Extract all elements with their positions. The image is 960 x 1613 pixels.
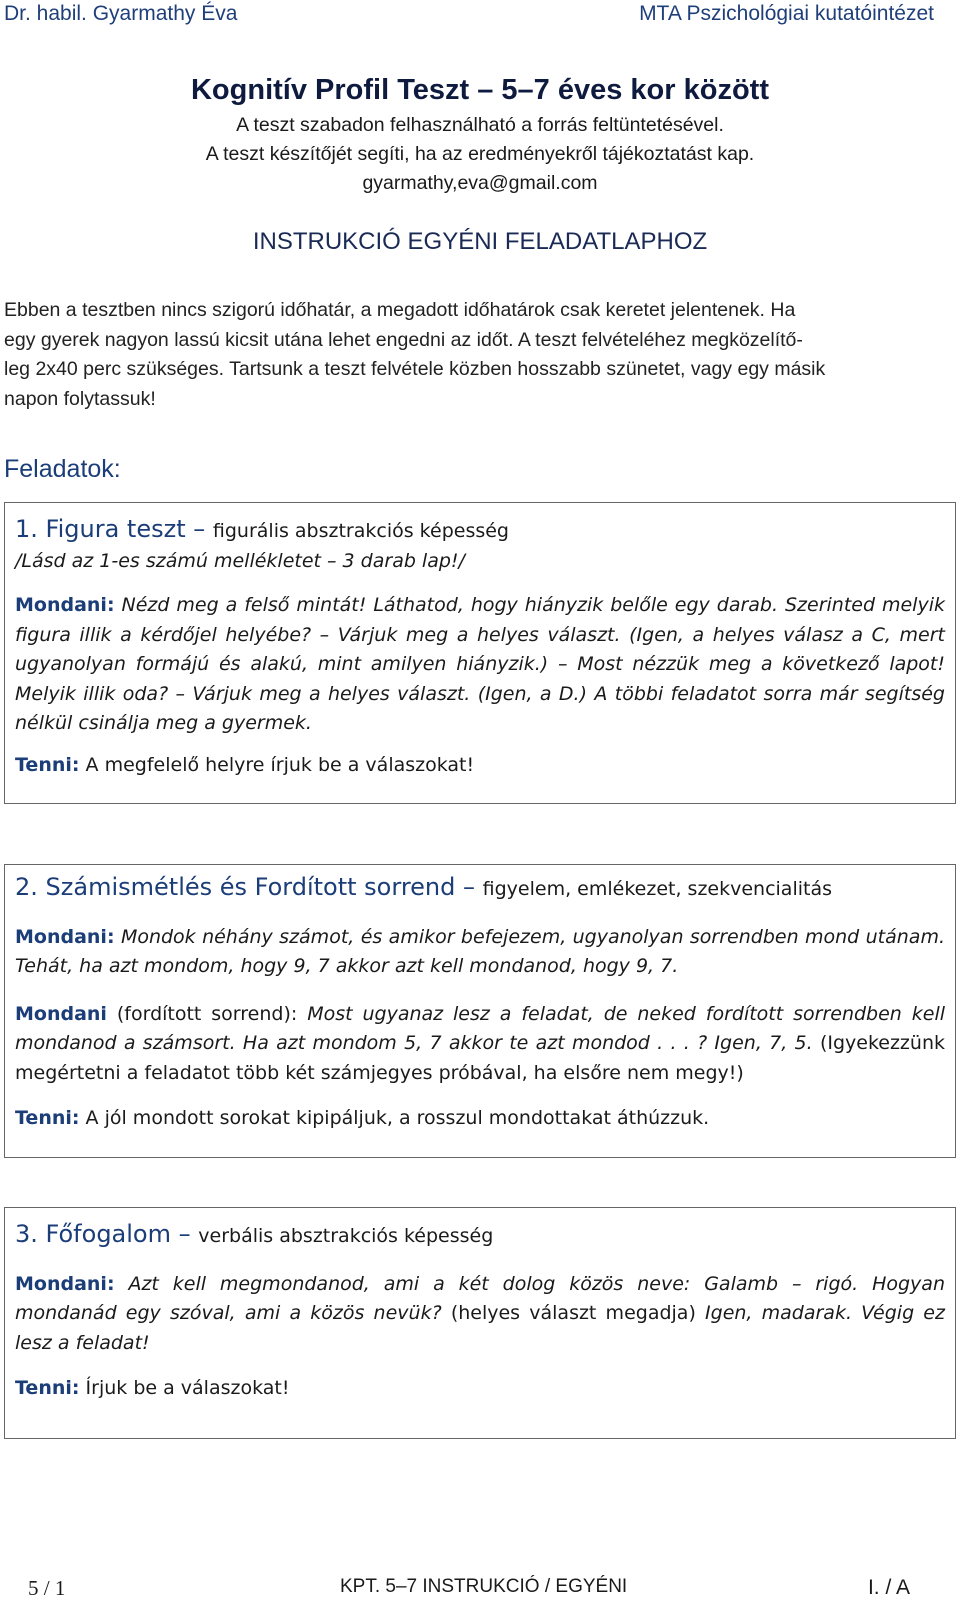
task-1-note: /Lásd az 1-es számú mellékletet – 3 darab lap!/	[15, 549, 465, 572]
mondani-paren: (fordított sorrend):	[116, 1002, 298, 1025]
task-1-heading	[15, 515, 945, 547]
document-title: Kognitív Profil Teszt – 5–7 éves kor között	[190, 74, 769, 106]
task-2-mondani-1	[15, 923, 945, 982]
task-2-box	[4, 864, 956, 1158]
footer-document-code: KPT. 5–7 INSTRUKCIÓ / EGYÉNI	[340, 1576, 628, 1597]
task-3-tenni	[15, 1374, 945, 1404]
mondani-label: Mondani:	[15, 594, 115, 616]
instruction-heading: INSTRUKCIÓ EGYÉNI FELADATLAPHOZ	[252, 228, 708, 255]
task-name: Figura teszt	[45, 515, 186, 543]
mondani-text: Igen, madarak. Végig ez lesz a feladat!	[15, 1302, 945, 1354]
task-dash: –	[178, 1220, 191, 1248]
mondani-text: Azt kell megmondanod, ami a két dolog közös neve: Galamb – rigó. Hogyan mondanád egy szóval, ami a közös nevük?	[15, 1272, 945, 1324]
task-number: 2.	[15, 873, 38, 901]
mondani-note: (Igyekezzünk megértetni a feladatot több két számjegyes próbával, ha elsőre nem megy!)	[15, 1032, 945, 1084]
task-description: figurális absztrakciós képesség	[212, 520, 509, 542]
task-dash: –	[463, 873, 476, 901]
tenni-label: Tenni:	[15, 753, 80, 776]
task-1-box	[4, 502, 956, 804]
mondani-paren: (helyes választ megadja)	[450, 1302, 696, 1324]
tasks-heading: Feladatok:	[4, 455, 121, 483]
footer-section: I. / A	[867, 1576, 910, 1599]
tenni-label: Tenni:	[15, 1377, 80, 1399]
tenni-label: Tenni:	[15, 1107, 80, 1129]
task-2-mondani-2	[15, 1000, 945, 1089]
task-2-heading	[15, 873, 945, 905]
task-1-tenni	[15, 751, 945, 781]
page-footer	[0, 1572, 960, 1612]
task-3-box	[4, 1207, 956, 1439]
intro-line: Ebben a tesztben nincs szigorú időhatár, a megadott időhatárok csak keretet jelentenek. Ha	[4, 299, 796, 321]
author-email: gyarmathy,eva@gmail.com	[362, 172, 598, 194]
mondani-text: Most ugyanaz lesz a feladat, de neked fordított sorrendben kell mondanod a számsort. Ha azt mondom 5, 7 akkor te azt mondod . . . ? Igen, 7, 5.	[15, 1002, 945, 1054]
subtitle-line-2: A teszt készítőjét segíti, ha az eredményekről tájékoztatást kap.	[205, 143, 755, 165]
intro-paragraph	[4, 296, 956, 414]
intro-line: leg 2x40 perc szükséges. Tartsunk a teszt felvétele közben hosszabb szünetet, vagy egy másik	[4, 358, 826, 381]
task-name: Főfogalom	[45, 1220, 171, 1248]
task-number: 3.	[15, 1220, 38, 1248]
task-dash: –	[193, 515, 206, 543]
header-author: Dr. habil. Gyarmathy Éva	[4, 2, 238, 25]
header-institution: MTA Pszichológiai kutatóintézet	[639, 2, 934, 25]
task-description: figyelem, emlékezet, szekvencialitás	[482, 878, 833, 900]
intro-line: egy gyerek nagyon lassú kicsit utána lehet engedni az időt. A teszt felvételéhez megközelítő-	[4, 328, 803, 351]
task-3-mondani	[15, 1270, 945, 1359]
mondani-label: Mondani:	[15, 1272, 115, 1295]
tenni-text: A jól mondott sorokat kipipáljuk, a rosszul mondottakat áthúzzuk.	[85, 1107, 710, 1129]
task-description: verbális absztrakciós képesség	[198, 1225, 494, 1247]
mondani-text: Mondok néhány számot, és amikor befejezem, ugyanolyan sorrendben mond utánam. Tehát, ha azt mondom, hogy 9, 7 akkor azt kell mondanod, hogy 9, 7.	[15, 925, 945, 977]
tenni-text: Írjuk be a válaszokat!	[85, 1377, 290, 1399]
task-name: Számismétlés és Fordított sorrend	[45, 873, 456, 901]
tenni-text: A megfelelő helyre írjuk be a válaszokat!	[85, 753, 475, 776]
mondani-text: Nézd meg a felső mintát! Láthatod, hogy hiányzik belőle egy darab. Szerinted melyik figura illik a kérdőjel helyébe? – Várjuk meg a helyes választ. (Igen, a helyes válasz a C, mert ugyanolyan formájú és alakú, mint amilyen hiányzik.) – Most nézzük meg a következő lapot! Melyik illik oda? – Várjuk meg a helyes választ. (Igen, a D.) A többi feladatot sorra már segítség nélkül csinálja meg a gyermek.	[15, 594, 945, 734]
subtitle-line-1: A teszt szabadon felhasználható a forrás feltüntetésével.	[236, 114, 724, 136]
page-number: 5 / 1	[28, 1576, 66, 1600]
mondani-label: Mondani	[15, 1002, 107, 1025]
mondani-label: Mondani:	[15, 925, 115, 948]
task-3-heading	[15, 1220, 945, 1252]
page-header	[0, 0, 960, 34]
task-1-mondani	[15, 591, 945, 739]
task-number: 1.	[15, 515, 38, 543]
task-2-tenni	[15, 1104, 945, 1134]
intro-line: napon folytassuk!	[4, 387, 156, 410]
